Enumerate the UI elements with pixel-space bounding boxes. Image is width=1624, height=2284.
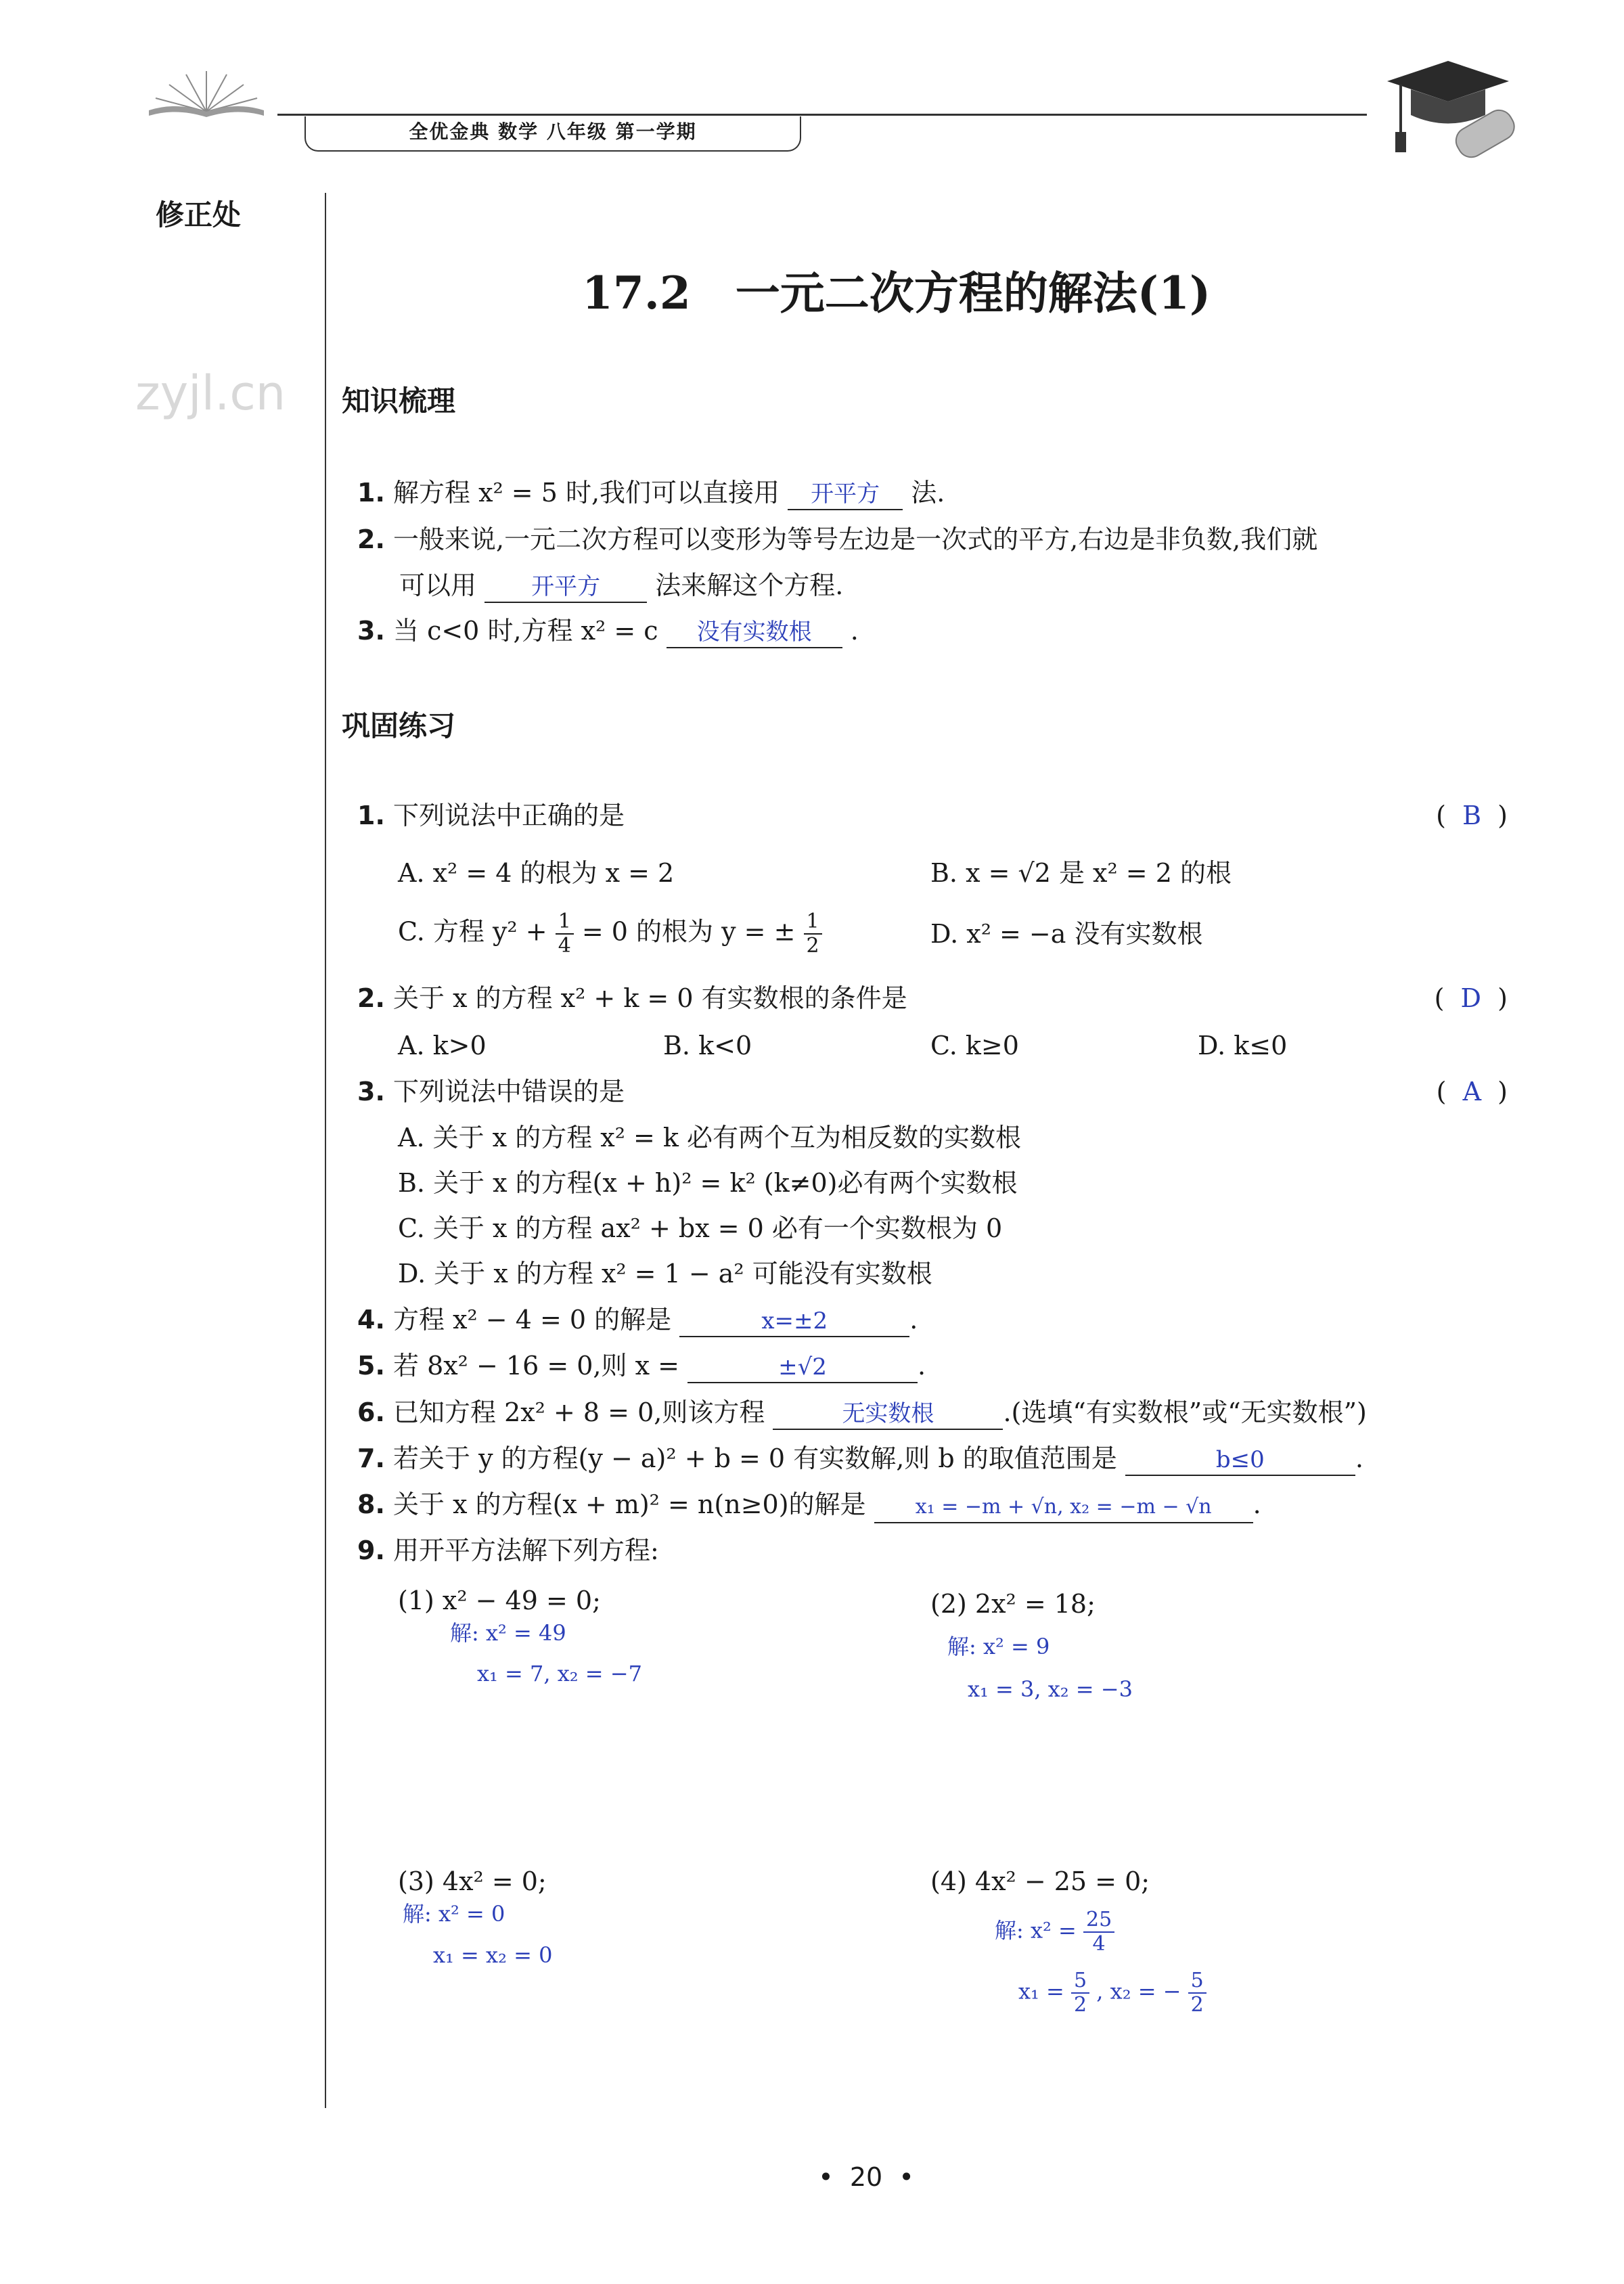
q9-part-3-line-1: 解: x² = 0 <box>403 1901 505 1927</box>
q9-part-1-line-2: x₁ = 7, x₂ = −7 <box>477 1661 642 1686</box>
handwritten-answer: 开平方 <box>531 573 601 600</box>
fraction: $\frac{5}{2}$ <box>1188 1969 1206 2017</box>
question-number: 7. <box>357 1443 385 1473</box>
margin-divider <box>325 193 326 2108</box>
choice-answer: ( A ) <box>1436 1077 1508 1106</box>
question-6: 6. 已知方程 2x² + 8 = 0,则该方程 无实数根 .(选填“有实数根”或“无实数根”) <box>357 1395 1367 1430</box>
q9-part-4-label: (4) 4x² − 25 = 0; <box>930 1866 1150 1896</box>
question-stem: 已知方程 2x² + 8 = 0,则该方程 <box>392 1397 765 1427</box>
handwritten-answer: 无实数根 <box>842 1400 934 1427</box>
handwritten-answer: x₁ = −m + √n, x₂ = −m − √n <box>915 1495 1212 1519</box>
q9-part-4-line-2: x₁ = $\frac{5}{2}$ , x₂ = − $\frac{5}{2}$ <box>1018 1969 1206 2017</box>
fraction: $\frac{1}{2}$ <box>804 910 822 958</box>
item-text: 解方程 x² = 5 时,我们可以直接用 <box>392 478 780 508</box>
question-number: 1. <box>357 801 385 830</box>
question-stem: 若关于 y 的方程(y − a)² + b = 0 有实数解,则 b 的取值范围是 <box>392 1443 1117 1473</box>
fraction: $\frac{25}{4}$ <box>1083 1908 1114 1956</box>
question-stem: 关于 x 的方程 x² + k = 0 有实数根的条件是 <box>392 983 907 1013</box>
answer-blank <box>788 478 903 510</box>
answer-blank <box>679 1305 909 1337</box>
question-number: 5. <box>357 1351 385 1381</box>
q9-part-2-line-1: 解: x² = 9 <box>947 1634 1050 1659</box>
book-logo <box>145 64 267 118</box>
q3-option-d: D. 关于 x 的方程 x² = 1 − a² 可能没有实数根 <box>398 1259 932 1289</box>
item-text: 法. <box>911 478 945 508</box>
header-rule <box>277 114 1367 116</box>
q2-option-a: A. k>0 <box>398 1031 487 1060</box>
q9-part-3-line-2: x₁ = x₂ = 0 <box>433 1942 553 1968</box>
handwritten-answer: b≤0 <box>1215 1446 1265 1473</box>
handwritten-answer: B <box>1462 801 1482 830</box>
q2-option-b: B. k<0 <box>663 1031 752 1060</box>
item-text: 一般来说,一元二次方程可以变形为等号左边是一次式的平方,右边是非负数,我们就 <box>392 524 1318 554</box>
answer-blank <box>874 1490 1253 1523</box>
margin-label: 修正处 <box>156 198 242 231</box>
item-number: 1. <box>357 478 385 508</box>
question-number: 8. <box>357 1490 385 1519</box>
answer-blank <box>667 616 842 648</box>
q9-part-2-label: (2) 2x² = 18; <box>930 1589 1096 1619</box>
handwritten-answer: 没有实数根 <box>696 619 812 646</box>
option-text: = 0 的根为 y = ± <box>581 916 796 947</box>
q9-part-4-line-1: 解: x² = $\frac{25}{4}$ <box>995 1908 1114 1956</box>
question-9 <box>357 1533 659 1567</box>
item-text: . <box>850 616 859 646</box>
q1-option-c <box>398 910 822 958</box>
fraction: $\frac{5}{2}$ <box>1071 1969 1089 2017</box>
item-text: 当 c<0 时,方程 x² = c <box>392 616 658 646</box>
fraction: $\frac{1}{4}$ <box>556 910 574 958</box>
question-4: 4. 方程 x² − 4 = 0 的解是 x=±2 . <box>357 1303 918 1337</box>
question-number: 6. <box>357 1397 385 1427</box>
knowledge-item-2-cont <box>399 568 843 603</box>
handwritten-answer: D <box>1460 983 1482 1013</box>
page-number-value: 20 <box>849 2162 883 2192</box>
question-stem: 若 8x² − 16 = 0,则 x = <box>392 1351 679 1381</box>
question-number: 4. <box>357 1305 385 1335</box>
question-stem: 下列说法中正确的是 <box>392 801 625 830</box>
choice-answer: ( D ) <box>1434 983 1508 1013</box>
watermark: zyjl.cn <box>135 365 286 421</box>
q3-option-c: C. 关于 x 的方程 ax² + bx = 0 必有一个实数根为 0 <box>398 1213 1003 1243</box>
section-practice: 巩固练习 <box>342 709 456 742</box>
book-title-banner: 全优金典 数学 八年级 第一学期 <box>304 116 801 152</box>
q9-part-3-label: (3) 4x² = 0; <box>398 1866 547 1896</box>
handwritten-answer: A <box>1462 1077 1482 1106</box>
question-1 <box>357 799 1508 832</box>
question-stem: 方程 x² − 4 = 0 的解是 <box>392 1305 672 1335</box>
handwritten-answer: ±√2 <box>778 1353 827 1381</box>
graduation-cap-icon <box>1374 54 1529 169</box>
question-2 <box>357 981 1508 1015</box>
q1-option-d: D. x² = −a 没有实数根 <box>930 919 1203 949</box>
page-number: • 20 • <box>818 2162 914 2192</box>
item-number: 3. <box>357 616 385 646</box>
question-5: 5. 若 8x² − 16 = 0,则 x = ±√2 . <box>357 1349 926 1383</box>
choice-answer: ( B ) <box>1436 801 1508 830</box>
q3-option-b: B. 关于 x 的方程(x + h)² = k² (k≠0)必有两个实数根 <box>398 1168 1018 1198</box>
q2-option-d: D. k≤0 <box>1198 1031 1288 1060</box>
handwritten-answer: 开平方 <box>811 480 880 508</box>
question-stem: 关于 x 的方程(x + m)² = n(n≥0)的解是 <box>392 1490 866 1519</box>
answer-blank <box>484 570 647 603</box>
q1-option-a: A. x² = 4 的根为 x = 2 <box>398 858 675 888</box>
question-3 <box>357 1075 1508 1109</box>
item-text: 法来解这个方程. <box>655 570 844 600</box>
q9-part-1-label: (1) x² − 49 = 0; <box>398 1586 601 1615</box>
section-knowledge: 知识梳理 <box>342 384 456 418</box>
answer-blank <box>687 1351 918 1383</box>
knowledge-item-1 <box>357 476 945 510</box>
q3-option-a: A. 关于 x 的方程 x² = k 必有两个互为相反数的实数根 <box>398 1123 1022 1152</box>
question-8: 8. 关于 x 的方程(x + m)² = n(n≥0)的解是 x₁ = −m + √n, x₂ = −m − √n . <box>357 1487 1261 1523</box>
knowledge-item-3 <box>357 614 859 648</box>
question-number: 2. <box>357 983 385 1013</box>
q9-part-2-line-2: x₁ = 3, x₂ = −3 <box>968 1676 1133 1702</box>
question-stem: 用开平方法解下列方程: <box>392 1536 659 1565</box>
q9-part-1-line-1: 解: x² = 49 <box>450 1620 566 1646</box>
question-number: 9. <box>357 1536 385 1565</box>
q1-option-b: B. x = √2 是 x² = 2 的根 <box>930 858 1232 888</box>
item-text: 可以用 <box>399 570 477 600</box>
question-number: 3. <box>357 1077 385 1106</box>
item-number: 2. <box>357 524 385 554</box>
knowledge-item-2 <box>357 522 1317 556</box>
option-text: C. 方程 y² + <box>398 916 547 947</box>
question-stem: 下列说法中错误的是 <box>392 1077 625 1106</box>
question-7: 7. 若关于 y 的方程(y − a)² + b = 0 有实数解,则 b 的取值范围是 b≤0 . <box>357 1441 1363 1476</box>
answer-blank <box>773 1397 1003 1430</box>
q2-option-c: C. k≥0 <box>930 1031 1019 1060</box>
answer-blank <box>1125 1443 1355 1476</box>
handwritten-answer: x=±2 <box>761 1307 828 1335</box>
chapter-title: 17.2 一元二次方程的解法(1) <box>582 267 1211 319</box>
